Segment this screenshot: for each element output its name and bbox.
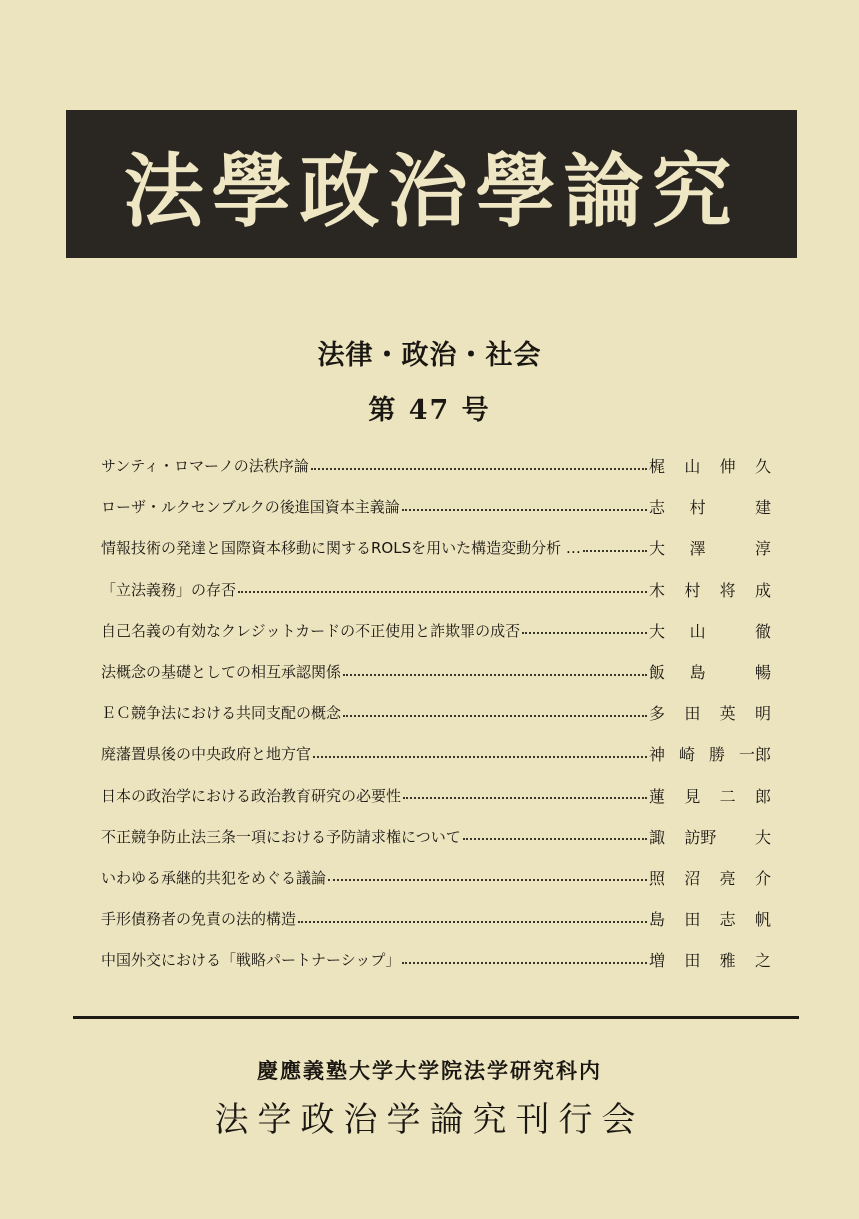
divider-rule (73, 1016, 799, 1019)
toc-entry-title: ローザ・ルクセンブルクの後進国資本主義論 (101, 498, 400, 517)
author-char: 崎 (678, 745, 695, 765)
journal-subtitle: 法律・政治・社会 (317, 340, 542, 371)
author-char: 久 (754, 457, 771, 477)
toc-entry-author (649, 495, 771, 518)
publisher-affiliation: 慶應義塾大学大学院法学研究科内 (257, 1059, 602, 1083)
toc-entry-title: 中国外交における「戦略パートナーシップ」 (101, 951, 401, 970)
author-char: 神 (649, 745, 666, 765)
author-char: 一郎 (738, 745, 771, 765)
dot-leader (298, 919, 647, 923)
dot-leader (328, 877, 647, 881)
toc-entry (101, 569, 771, 610)
toc-entry-author (649, 536, 771, 559)
toc-entry (101, 939, 771, 980)
toc-entry (101, 651, 771, 692)
toc-entry-title: いわゆる承継的共犯をめぐる議論 (101, 868, 327, 887)
author-char: 村 (684, 580, 701, 600)
author-char: 伸 (719, 457, 736, 477)
author-char: 二 (719, 786, 736, 806)
toc-entry-author (649, 578, 771, 601)
table-of-contents (101, 445, 771, 980)
title-band (66, 110, 797, 258)
author-char: 志 (719, 910, 736, 930)
author-char: 大 (649, 539, 666, 559)
toc-entry-title: 法概念の基礎としての相互承認関係 (101, 663, 342, 682)
toc-entry-author (649, 866, 771, 889)
author-char: 大 (649, 621, 666, 641)
toc-entry-author (649, 948, 771, 971)
author-char: 建 (754, 498, 771, 518)
toc-entry-title: サンティ・ロマーノの法秩序論 (101, 457, 309, 476)
dot-leader (402, 960, 647, 964)
toc-entry (101, 610, 771, 651)
toc-entry-title: 日本の政治学における政治教育研究の必要性 (101, 786, 402, 805)
author-char: 山 (689, 621, 706, 641)
author-char: 亮 (719, 868, 736, 888)
author-char: 訪野 (684, 827, 717, 847)
author-char: 蓮 (649, 786, 666, 806)
author-char: 之 (754, 951, 771, 971)
author-char: 沼 (684, 868, 701, 888)
author-char: 増 (649, 951, 666, 971)
dot-leader (402, 507, 647, 511)
toc-entry (101, 527, 771, 568)
toc-entry-author (649, 660, 771, 683)
author-char: 田 (684, 910, 701, 930)
author-char: 島 (689, 663, 706, 683)
dot-leader (463, 836, 647, 840)
author-char: 淳 (754, 539, 771, 559)
toc-entry-author (649, 619, 771, 642)
toc-entry (101, 898, 771, 939)
dot-leader (583, 548, 647, 552)
toc-entry (101, 445, 771, 486)
toc-entry-author (649, 907, 771, 930)
author-char: 郎 (754, 786, 771, 806)
dot-leader (311, 466, 647, 470)
toc-entry (101, 816, 771, 857)
toc-entry-author (649, 742, 771, 765)
author-char: 将 (719, 580, 736, 600)
author-char: 多 (649, 704, 666, 724)
toc-entry-title: 廃藩置県後の中央政府と地方官 (101, 745, 312, 764)
toc-entry (101, 775, 771, 816)
author-char: 見 (684, 786, 701, 806)
dot-leader (522, 630, 647, 634)
author-char: 英 (719, 704, 736, 724)
toc-entry-author (649, 454, 771, 477)
toc-entry-author (649, 701, 771, 724)
author-char: 山 (684, 457, 701, 477)
author-char: 田 (684, 951, 701, 971)
author-char: 志 (649, 498, 666, 518)
toc-entry-title: 自己名義の有効なクレジットカードの不正使用と詐欺罪の成否 (101, 621, 521, 640)
toc-entry (101, 692, 771, 733)
author-char: 暢 (754, 663, 771, 683)
issue-number: 第 47 号 (368, 395, 491, 426)
toc-entry-title: 不正競争防止法三条一項における予防請求権について (101, 827, 461, 846)
author-char: 澤 (689, 539, 706, 559)
dot-leader (313, 754, 647, 758)
toc-entry-title: 手形債務者の免責の法的構造 (101, 910, 297, 929)
author-char: 島 (649, 910, 666, 930)
author-char: 介 (754, 868, 771, 888)
author-char: 大 (754, 827, 771, 847)
author-char: 勝 (708, 745, 725, 765)
dot-leader (403, 795, 647, 799)
toc-entry-author (649, 825, 771, 848)
dot-leader (343, 713, 647, 717)
author-char: 諏 (649, 827, 666, 847)
publisher-name: 法学政治学論究刊行会 (214, 1100, 645, 1140)
toc-entry-author (649, 784, 771, 807)
author-char: 明 (754, 704, 771, 724)
author-char: 飯 (649, 663, 666, 683)
author-char: 梶 (649, 457, 666, 477)
author-char: 照 (649, 868, 666, 888)
toc-entry (101, 733, 771, 774)
author-char: 帆 (754, 910, 771, 930)
dot-leader (238, 589, 647, 593)
author-char: 村 (689, 498, 706, 518)
dot-leader (343, 672, 647, 676)
author-char: 木 (649, 580, 666, 600)
toc-entry-title: ＥＣ競争法における共同支配の概念 (101, 704, 342, 723)
toc-entry-title: 情報技術の発達と国際資本移動に関するROLSを用いた構造変動分析 … (101, 539, 581, 558)
toc-entry-title: 「立法義務」の存否 (101, 580, 237, 599)
journal-title: 法學政治學論究 (123, 143, 740, 238)
author-char: 田 (684, 704, 701, 724)
author-char: 徹 (754, 621, 771, 641)
toc-entry (101, 486, 771, 527)
author-char: 雅 (719, 951, 736, 971)
toc-entry (101, 857, 771, 898)
author-char: 成 (754, 580, 771, 600)
